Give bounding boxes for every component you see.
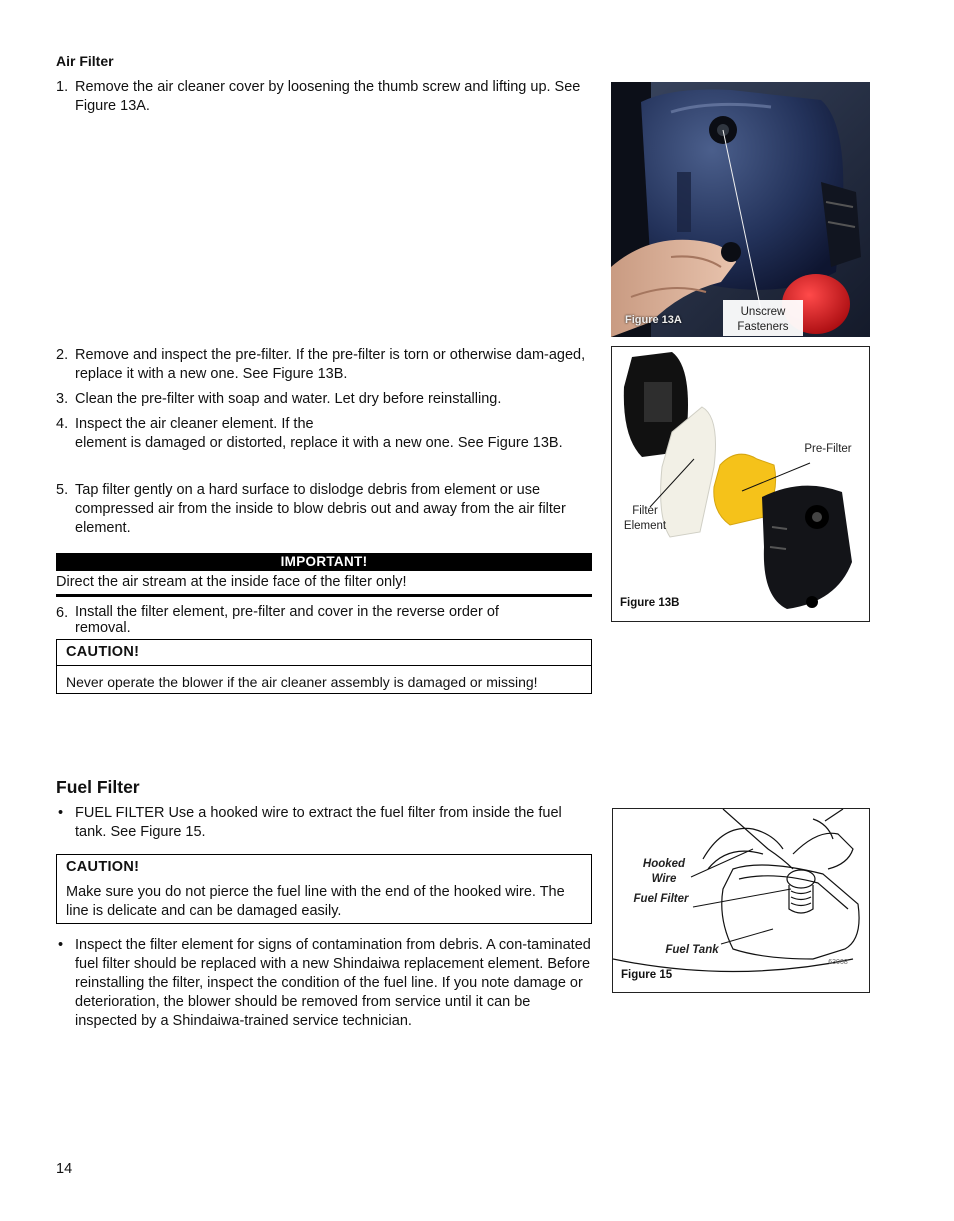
important-text: Direct the air stream at the inside face of the filter only!	[56, 574, 407, 590]
important-banner: IMPORTANT!	[56, 553, 592, 571]
step-number: 2.	[56, 347, 69, 363]
page-number: 14	[56, 1161, 73, 1177]
step-6	[56, 604, 556, 636]
figure-13b-prefilter-label: Pre-Filter	[804, 443, 852, 455]
step-number: 6.	[56, 605, 69, 621]
step-text: Tap filter gently on a hard surface to dislodge debris from element or use compressed air from the inside to blow debris out and away from the air filter element.	[75, 482, 566, 536]
filter-parts-illustration	[612, 347, 869, 621]
figure-13a-label: Unscrew Fasteners	[737, 306, 789, 333]
step-text: Install the filter element, pre-filter and cover in the reverse order of removal.	[75, 604, 499, 636]
section-heading-air-filter: Air Filter	[56, 53, 114, 69]
figure-15-fuel-filter-label: Fuel Filter	[633, 893, 689, 905]
figure-13b-caption: Figure 13B	[620, 597, 680, 609]
caution-text: Never operate the blower if the air cleaner assembly is damaged or missing!	[66, 674, 538, 690]
step-number: 3.	[56, 391, 69, 407]
bullet-dot: •	[58, 937, 64, 953]
bullet-item-2	[56, 936, 592, 1031]
step-number: 5.	[56, 482, 69, 498]
caution-box-fuel	[56, 854, 592, 924]
figure-13b-element-label: Filter Element	[623, 505, 667, 532]
step-text	[75, 415, 592, 453]
bullet-dot: •	[58, 805, 64, 821]
caution-label: CAUTION!	[66, 859, 140, 875]
section-heading-fuel-filter: Fuel Filter	[56, 777, 140, 797]
step-number: 1.	[56, 79, 69, 95]
figure-15-hooked-wire-label: Hooked Wire	[642, 858, 686, 885]
caution-label: CAUTION!	[66, 644, 140, 660]
step-text-line: Inspect the air cleaner element. If the	[75, 416, 314, 432]
step-3	[56, 390, 592, 409]
bullet-text: FUEL FILTER Use a hooked wire to extract the fuel filter from inside the fuel tank. See Figure 15.	[75, 805, 562, 840]
figure-15-caption: Figure 15	[621, 969, 673, 981]
figure-15-fuel-tank-label: Fuel Tank	[665, 944, 719, 956]
step-text: Remove and inspect the pre-filter. If the pre-filter is torn or otherwise dam-aged, replace it with a new one. See Figure 13B.	[75, 347, 586, 382]
engine-cover-illustration	[611, 82, 870, 337]
figure-15-drawing	[612, 808, 870, 993]
divider-rule	[56, 594, 592, 597]
bullet-item-1	[56, 804, 592, 842]
step-text: Remove the air cleaner cover by loosening the thumb screw and lifting up. See Figure 13A.	[75, 79, 581, 114]
step-text: Clean the pre-filter with soap and water. Let dry before reinstalling.	[75, 391, 502, 407]
caution-text: Make sure you do not pierce the fuel line with the end of the hooked wire. The line is delicate and can be damaged easily.	[66, 884, 565, 919]
step-text-line: element is damaged or distorted, replace it with a new one. See Figure 13B.	[75, 435, 563, 451]
figure-15-code: 63008	[828, 959, 848, 966]
caution-box-air	[56, 639, 592, 694]
step-2	[56, 346, 592, 384]
figure-13a-photo	[611, 82, 870, 337]
step-1	[56, 78, 592, 116]
step-number: 4.	[56, 416, 69, 432]
bullet-text: Inspect the filter element for signs of contamination from debris. A con-taminated fuel filter should be replaced with a new Shindaiwa replacement element. Before reinstalling the filter, inspect the condition of the fuel line. If you note damage or deterioration, the blower should be removed from service until it can be inspected by a Shindaiwa-trained service technician.	[75, 937, 591, 1029]
step-5	[56, 481, 592, 538]
figure-13a-caption: Figure 13A	[625, 314, 682, 326]
step-4	[56, 415, 592, 453]
figure-13b-photo	[611, 346, 870, 622]
